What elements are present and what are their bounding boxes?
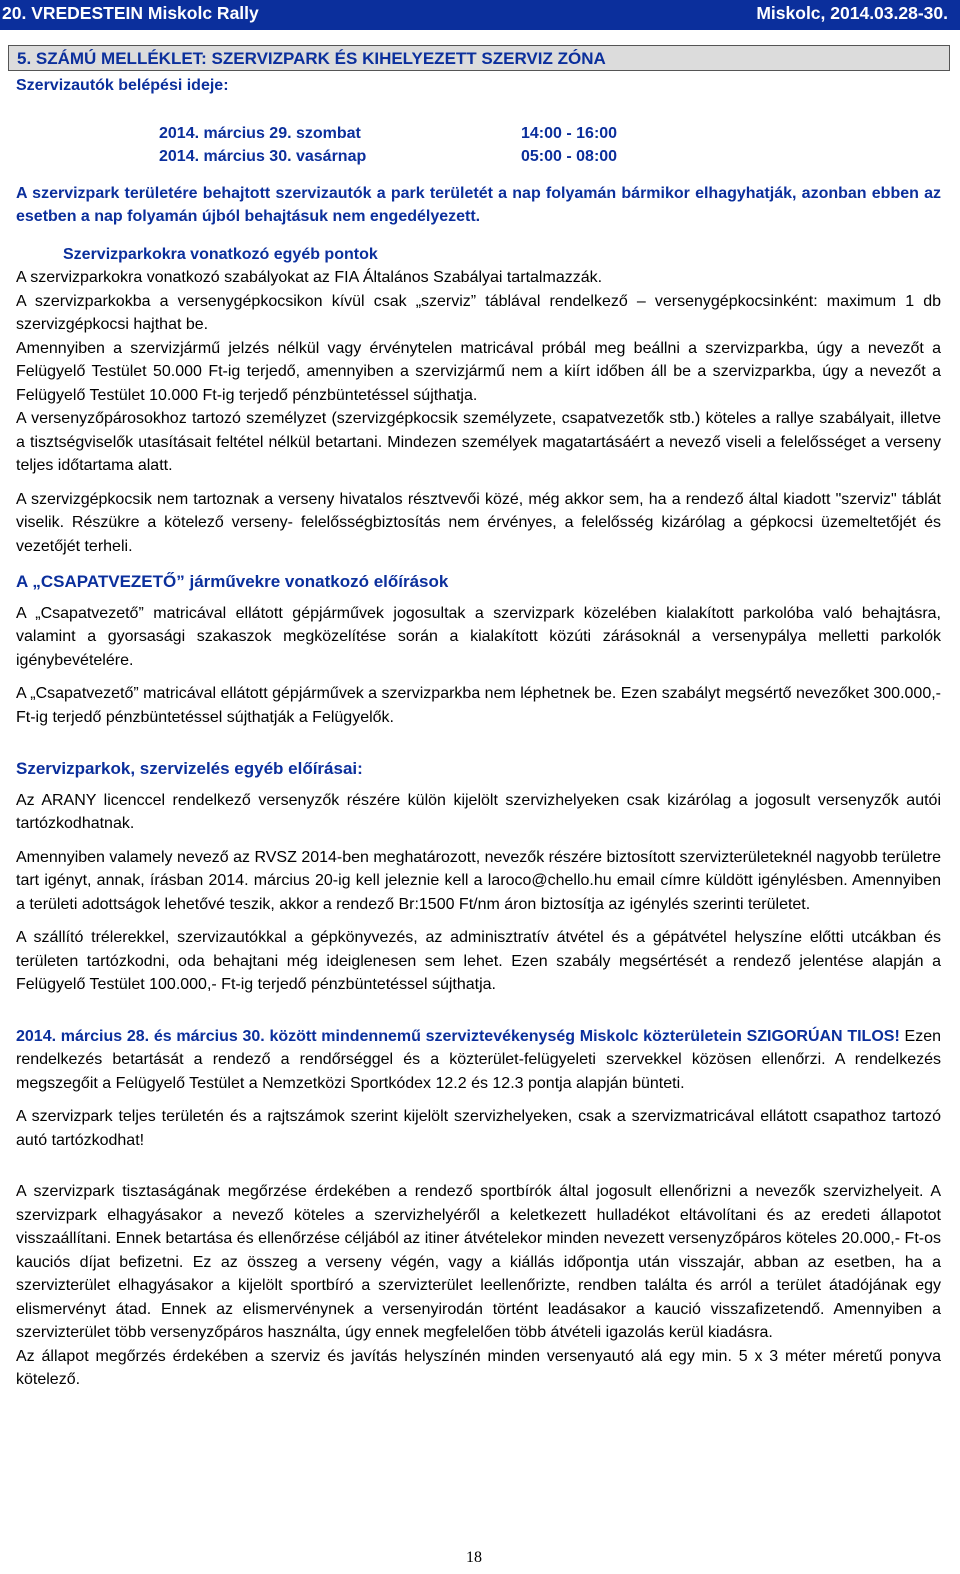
entry-schedule — [159, 122, 617, 169]
other-points-heading: Szervizparkokra vonatkozó egyéb pontok — [63, 245, 378, 263]
schedule-date: 2014. március 30. vasárnap — [159, 148, 367, 165]
paragraph: A „Csapatvezető” matricával ellátott gépjárművek a szervizparkba nem léphetnek be. Ezen szabályt megsértő nevezőket 300.000,- Ft-ig terjedő pénzbüntetéssel sújthatják a Felügyelők. — [16, 685, 941, 726]
paragraph: A szervizgépkocsik nem tartoznak a verseny hivatalos résztvevői közé, még akkor sem, ha a rendező által kiadott "szerviz" táblát viselik. Részükre a kötelező verseny- felelősségbiztosítás nem érvényes, a felelősség kizárólag a gépkocsi üzemeltetőjét és vezetőjét terheli. — [16, 490, 941, 555]
paragraph: A versenyzőpárosokhoz tartozó személyzet (szervizgépkocsik személyzete, csapatvezetők stb.) köteles a rallye szabályait, illetve a tisztségviselők utasításait feltétel nélkül betartani. Mindezen személyek magatartásáért a nevező viseli a felelősséget a verseny teljes időtartama alatt. — [16, 410, 941, 474]
page-header — [0, 0, 960, 30]
prohibition-text: Ezen rendelkezés betartását a rendező a rendőrséggel és a közterület-felügyeleti szervekkel közösen ellenőrzi. A rendelkezés megszegőit a Felügyelő Testület a Nemzetközi Sportkódex 12.2 és 12.3 pontja alapján bünteti. — [16, 1027, 941, 1092]
document-body — [16, 72, 941, 1392]
header-event-title: 20. VREDESTEIN Miskolc Rally — [2, 3, 259, 23]
paragraph: Az ARANY licenccel rendelkező versenyzők részére külön kijelölt szervizhelyeken csak kizárólag a jogosult versenyzők autói tartózkodhatnak. — [16, 791, 941, 832]
paragraph: A szállító trélerekkel, szervizautókkal a gépkönyvezés, az adminisztratív átvétel és a gépátvétel helyszíne előtti utcákban és területen tartózkodni, oda behajtani még ideiglenesen sem lehet. Ezen szabály megsértését a rendező jelentése alapján a Felügyelő Testület 100.000,- Ft-ig terjedő pénzbüntetéssel sújthatja. — [16, 929, 941, 993]
schedule-row — [159, 145, 617, 169]
service-rules-heading: Szervizparkok, szervizelés egyéb előírásai: — [16, 759, 363, 778]
team-manager-heading: A „CSAPATVEZETŐ” járművekre vonatkozó előírások — [16, 572, 449, 591]
paragraph: Amennyiben a szervizjármű jelzés nélkül vagy érvénytelen matricával próbál meg beállni a szervizparkba, úgy a nevezőt a Felügyelő Testület 50.000 Ft-ig terjedő, amennyiben a szervizjármű nem a kiírt időben áll be a szervizparkba, úgy a nevezőt a Felügyelő Testület 10.000 Ft-ig terjedő pénzbüntetéssel sújthatja. — [16, 339, 941, 404]
entry-time-label: Szervizautók belépési ideje: — [16, 77, 229, 94]
schedule-time: 05:00 - 08:00 — [521, 148, 618, 165]
paragraph: A „Csapatvezető” matricával ellátott gépjárművek jogosultak a szervizpark közelében kialakított parkolóba való behajtásra, valamint a gyorsasági szakaszok megközelítése során a kialakított közúti zárásoknál a versenypálya melletti parkolók igénybevételére. — [16, 604, 941, 669]
prohibition-paragraph — [16, 1025, 941, 1096]
annex-title-bar — [8, 45, 950, 71]
paragraph: Az állapot megőrzés érdekében a szerviz és javítás helyszínén minden versenyautó alá egy min. 5 x 3 méter méretű ponyva kötelező. — [16, 1347, 941, 1388]
schedule-time: 14:00 - 16:00 — [521, 124, 618, 142]
paragraph: A szervizparkokba a versenygépkocsikon kívül csak „szerviz” táblával rendelkező – versenygépkocsinként: maximum 1 db szervizgépkocsi hajthat be. — [16, 292, 941, 333]
paragraph: Amennyiben valamely nevező az RVSZ 2014-ben meghatározott, nevezők részére biztosított szervizterületeknél nagyobb területre tart igényt, annak, írásban 2014. március 20-ig kell jeleznie kell a laroco@chello.hu email címre küldött igénylésben. Amennyiben a területi adottságok lehetővé teszik, akkor a rendező Br:1500 Ft/nm áron biztosítja az igénylés szerinti területet. — [16, 848, 941, 913]
paragraph: A szervizparkokra vonatkozó szabályokat az FIA Általános Szabályai tartalmazzák. — [16, 269, 603, 286]
schedule-row — [159, 122, 617, 146]
annex-title: 5. SZÁMÚ MELLÉKLET: SZERVIZPARK ÉS KIHELYEZETT SZERVIZ ZÓNA — [17, 49, 606, 68]
header-location-date: Miskolc, 2014.03.28-30. — [756, 3, 948, 23]
paragraph: A szervizpark tisztaságának megőrzése érdekében a rendező sportbírók által jogosult ellenőrizni a nevezők szervizhelyeit. A szervizpark elhagyásakor a nevező köteles a szervizhelyéről a keletkezett hulladékot eltávolítani és az eredeti állapotot visszaállítani. Ennek betartása és ellenőrzése céljából az itiner átvételekor minden nevezett versenyzőpáros köteles 20.000,- Ft-os kauciós díjat befizetni. Ez az összeg a verseny végén, vagy a kiállás időpontja után visszajár, abban az esetben, ha a szervizterület elhagyásakor a kijelölt sportbíró a szervizterület leellenőrizte, rendben találta és arról a terület átadójának egy elismervényt átad. Ennek az elismervénynek a versenyirodán történt leadásakor a kaució visszafizetendő. Amennyiben a szervizterület több versenyzőpáros használta, úgy ennek megfelelően több átvételi igazolás kerül kiadásra. — [16, 1183, 941, 1341]
schedule-date: 2014. március 29. szombat — [159, 124, 361, 142]
reentry-notice: A szervizpark területére behajtott szervizautók a park területét a nap folyamán bármikor elhagyhatják, azonban ebben az esetben a nap folyamán újból behajtásuk nem engedélyezett. — [16, 184, 941, 225]
paragraph: A szervizpark teljes területén és a rajtszámok szerint kijelölt szervizhelyeken, csak a szervizmatricával ellátott csapathoz tartozó autó tartózkodhat! — [16, 1108, 941, 1149]
page-number: 18 — [466, 1549, 482, 1566]
prohibition-emphasis: 2014. március 28. és március 30. között mindennemű szerviztevékenység Miskolc közterületein SZIGORÚAN TILOS! — [16, 1027, 900, 1045]
